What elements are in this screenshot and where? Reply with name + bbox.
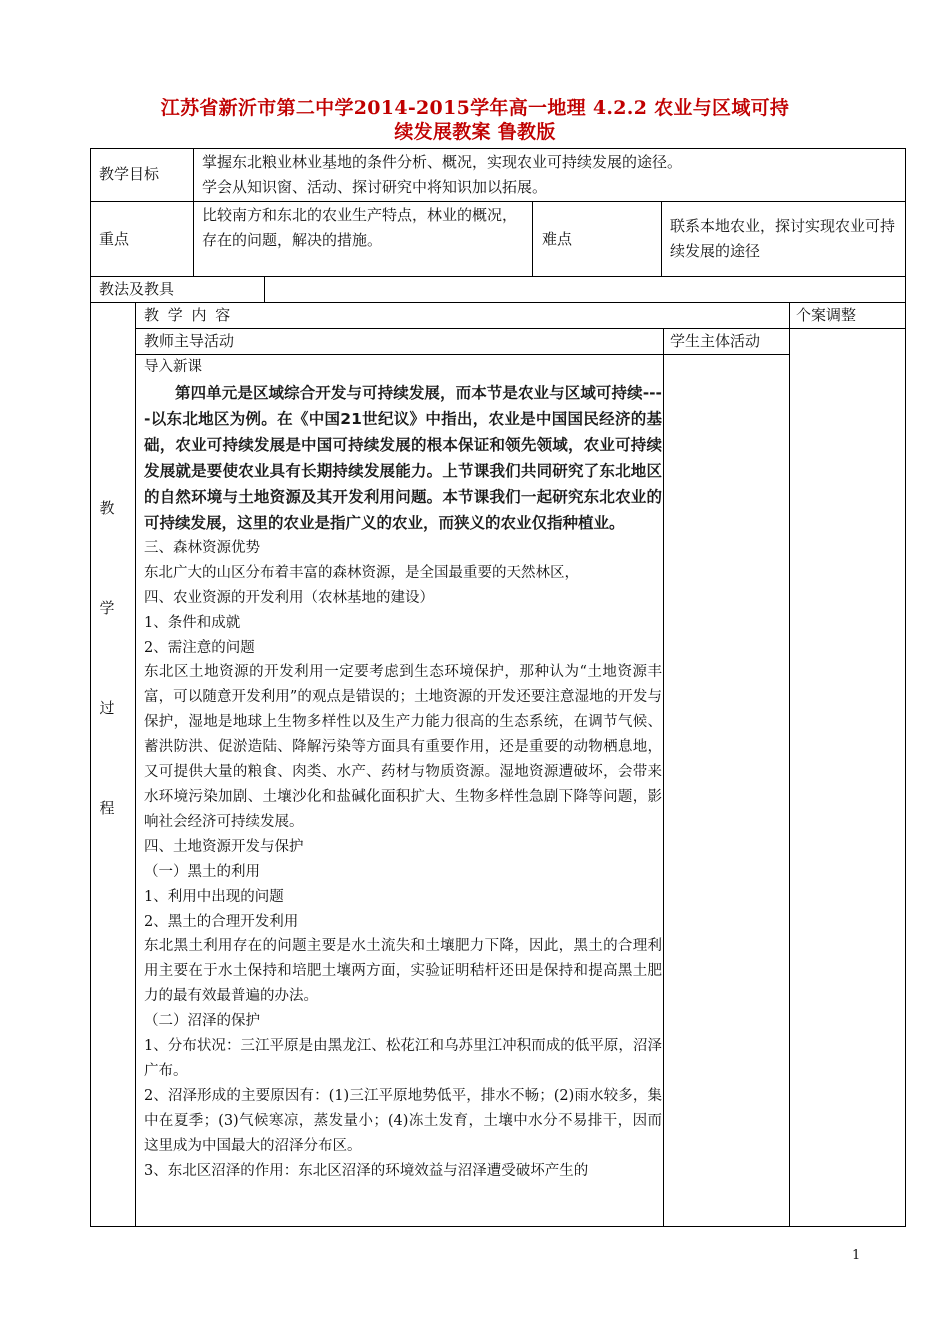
process-label-char-3: 过 bbox=[99, 699, 115, 717]
swamp-item-2: 2、沼泽形成的主要原因有：(1)三江平原地势低平，排水不畅；(2)雨水较多，集中在夏季；(3)气候寒凉，蒸发量小；(4)冻土发育，土壤中水分不易排干，因而这里成为中国最大的沼泽分布区。 bbox=[144, 1087, 662, 1154]
section-land-heading: 四、土地资源开发与保护 bbox=[144, 838, 304, 855]
teaching-content bbox=[144, 355, 662, 1183]
student-activity-header: 学生主体活动 bbox=[670, 332, 761, 350]
agri-item-2: 2、需注意的问题 bbox=[144, 639, 255, 656]
black-soil-heading: （一）黑土的利用 bbox=[144, 863, 260, 880]
goal-line-2: 学会从知识窗、活动、探讨研究中将知识加以拓展。 bbox=[202, 178, 548, 196]
black-soil-item-1: 1、利用中出现的问题 bbox=[144, 888, 284, 905]
title-line-2: 续发展教案 鲁教版 bbox=[394, 121, 556, 143]
intro-paragraph: 第四单元是区域综合开发与可持续发展，而本节是农业与区域可持续----以东北地区为例。在《中国21世纪议》中指出，农业是中国国民经济的基础，农业可持续发展是中国可持续发展的根本保证和领先领域，农业可持续发展就是要使农业具有长期持续发展能力。上节课我们共同研究了东北地区的自然环境与土地资源及其开发利用问题。本节课我们一起研究东北农业的可持续发展，这里的农业是指广义的农业，而狭义的农业仅指种植业。 bbox=[144, 383, 662, 532]
intro-heading: 导入新课 bbox=[144, 359, 202, 375]
forest-paragraph: 东北广大的山区分布着丰富的森林资源，是全国最重要的天然林区， bbox=[144, 564, 579, 581]
swamp-item-3: 3、东北区沼泽的作用：东北区沼泽的环境效益与沼泽遭受破坏产生的 bbox=[144, 1162, 589, 1179]
swamp-heading: （二）沼泽的保护 bbox=[144, 1013, 260, 1030]
page-number: 1 bbox=[852, 1248, 861, 1263]
land-protection-paragraph: 东北区土地资源的开发利用一定要考虑到生态环境保护，那种认为“土地资源丰富，可以随意开发利用”的观点是错误的；土地资源的开发还要注意湿地的开发与保护，湿地是地球上生物多样性以及生产力能力很高的生态系统，在调节气候、蓄洪防洪、促淤造陆、降解污染等方面具有重要作用，还是重要的动物栖息地，又可提供大量的粮食、肉类、水产、药材与物质资源。湿地资源遭破坏，会带来水环境污染加剧、土壤沙化和盐碱化面积扩大、生物多样性急剧下降等问题，影响社会经济可持续发展。 bbox=[144, 664, 662, 830]
document-title bbox=[90, 96, 860, 144]
content-header: 教 学 内 容 bbox=[144, 306, 233, 324]
section-forest-heading: 三、森林资源优势 bbox=[144, 539, 260, 556]
key-point-text: 比较南方和东北的农业生产特点，林业的概况，存在的问题，解决的措施。 bbox=[202, 206, 518, 249]
black-soil-paragraph: 东北黑土利用存在的问题主要是水土流失和土壤肥力下降，因此，黑土的合理利用主要在于水土保持和培肥土壤两方面，实验证明秸杆还田是保持和提高黑土肥力的最有效最普遍的办法。 bbox=[144, 938, 662, 1005]
swamp-item-1: 1、分布状况：三江平原是由黑龙江、松花江和乌苏里江冲积而成的低平原，沼泽广布。 bbox=[144, 1038, 662, 1079]
difficulty-label: 难点 bbox=[542, 230, 573, 248]
key-point-label: 重点 bbox=[99, 230, 130, 248]
process-label-char-1: 教 bbox=[99, 499, 115, 517]
process-label-char-2: 学 bbox=[99, 599, 115, 617]
method-label: 教法及教具 bbox=[99, 280, 175, 298]
section-agri-heading: 四、农业资源的开发利用（农林基地的建设） bbox=[144, 589, 434, 606]
agri-item-1: 1、条件和成就 bbox=[144, 614, 241, 631]
difficulty-text: 联系本地农业，探讨实现农业可持续发展的途径 bbox=[670, 217, 896, 260]
teacher-activity-header: 教师主导活动 bbox=[144, 332, 235, 350]
goal-label: 教学目标 bbox=[99, 165, 160, 183]
process-label-char-4: 程 bbox=[99, 799, 115, 817]
adjust-header: 个案调整 bbox=[796, 306, 857, 324]
goal-line-1: 掌握东北粮业林业基地的条件分析、概况，实现农业可持续发展的途径。 bbox=[202, 153, 683, 171]
goal-text bbox=[202, 150, 902, 200]
black-soil-item-2: 2、黑土的合理开发利用 bbox=[144, 913, 299, 930]
title-line-1: 江苏省新沂市第二中学2014-2015学年高一地理 4.2.2 农业与区域可持 bbox=[160, 97, 790, 119]
